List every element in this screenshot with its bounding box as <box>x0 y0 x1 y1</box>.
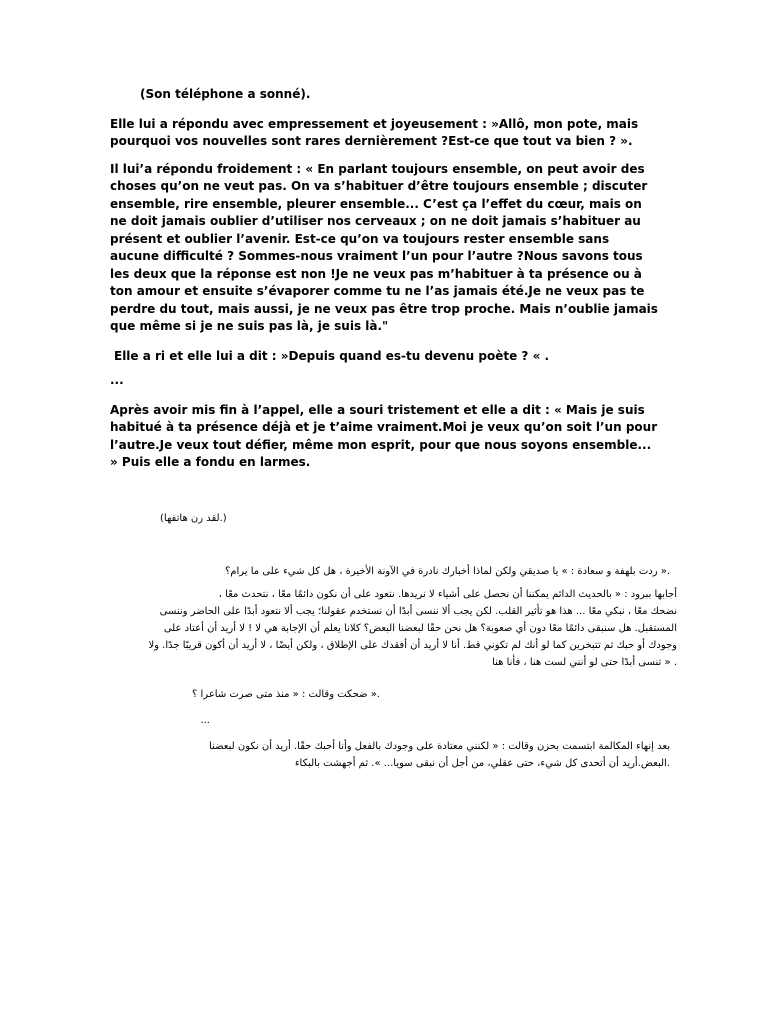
arabic-paragraph-1: (.لقد رن هاتفها) <box>160 513 227 524</box>
arabic-paragraph-3 <box>95 586 677 671</box>
french-paragraph-4: Elle a ri et elle lui a dit : »Depuis quand es-tu devenu poète ? « . <box>114 348 550 363</box>
arabic-paragraph-3-line: وجودك أو حبك ثم تتبخرين كما لو أنك لم تكوني قط. أنا لا أريد أن أفقدك على الإطلاق ، ولكن أيضًا ، لا أريد أن أكون قريبًا جدًا. ولا <box>148 640 677 651</box>
french-paragraph-6: Après avoir mis fin à l’appel, elle a souri tristement et elle a dit : « Mais je suis habitué à ta présence déjà et je t’aime vraiment.Moi je veux qu’on soit l’un pour l’autre.Je veux tout défier, même mon esprit, pour que nous soyons ensemble... » Puis elle a fondu en larmes. <box>110 402 658 469</box>
arabic-paragraph-5: ... <box>200 715 210 726</box>
arabic-paragraph-3-line: المستقبل. هل سنبقى دائمًا معًا دون أي صعوبة؟ هل نحن حقًا لبعضنا البعض؟ كلانا يعلم أن الإجابة هي لا ! لا أريد أن أعتاد على <box>163 623 677 634</box>
french-paragraph-2: Elle lui a répondu avec empressement et joyeusement : »Allô, mon pote, mais pourquoi vos nouvelles sont rares dernièrement ?Est-ce que tout va bien ? ». <box>110 116 639 148</box>
arabic-paragraph-4: .« ضحكت وقالت : « منذ متى صرت شاعرا ؟ <box>192 689 380 700</box>
french-section <box>110 86 662 472</box>
arabic-paragraph-6-line: بعد إنهاء المكالمة ابتسمت بحزن وقالت : « لكنني معتادة على وجودك بالفعل وأنا أحبك حقًا. أريد أن نكون لبعضنا <box>209 741 670 752</box>
arabic-paragraph-3-line: نضحك معًا ، نبكي معًا ... هذا هو تأثير القلب. لكن يجب ألا ننسى أبدًا أن نستخدم عقولنا؛ يجب ألا نتعود أبدًا على الحاضر وننسى <box>159 606 677 617</box>
french-paragraph-5: ... <box>110 373 124 387</box>
french-paragraph-3: Il lui’a répondu froidement : « En parlant toujours ensemble, on peut avoir des choses qu’on ne veut pas. On va s’habituer d’être toujours ensemble ; discuter ensemble, rire ensemble, pleurer ensemble... C’est ça l’effet du cœur, mais on ne doit jamais oublier d’utiliser nos cerveaux ; on ne doit jamais s’habituer au présent et oublier l’avenir. Est-ce qu’on va toujours rester ensemble sans aucune difficulté ? Sommes-nous vraiment l’un pour l’autre ?Nous savons tous les deux que la réponse est non !Je ne veux pas m’habituer à ta présence ou à ton amour et ensuite s’évaporer comme tu ne l’as jamais été.Je ne veux pas te perdre du tout, mais aussi, je ne veux pas être trop proche. Mais n’oublie jamais que même si je ne suis pas là, je suis là." <box>110 161 658 333</box>
arabic-paragraph-6 <box>100 738 670 772</box>
arabic-paragraph-6-line: .البعض.أريد أن أتحدى كل شيء، حتى عقلي، من أجل أن نبقى سويا... ». ثم أجهشت بالبكاء <box>294 758 670 769</box>
french-paragraph-1: (Son téléphone a sonné). <box>140 87 311 101</box>
arabic-paragraph-3-line: . « تنسى أبدًا حتى لو أنني لست هنا ، فأنا هنا <box>492 657 677 668</box>
arabic-paragraph-3-line: أجابها ببرود : « بالحديث الدائم يمكننا أن نحصل على أشياء لا نريدها. نتعود على أن نكون دائمًا معًا ، نتحدث معًا ، <box>218 589 677 600</box>
arabic-paragraph-2: .« ردت بلهفة و سعادة : » يا صديقي ولكن لماذا أخبارك نادرة في الآونة الأخيرة ، هل كل شيء على ما يرام؟ <box>224 566 670 577</box>
